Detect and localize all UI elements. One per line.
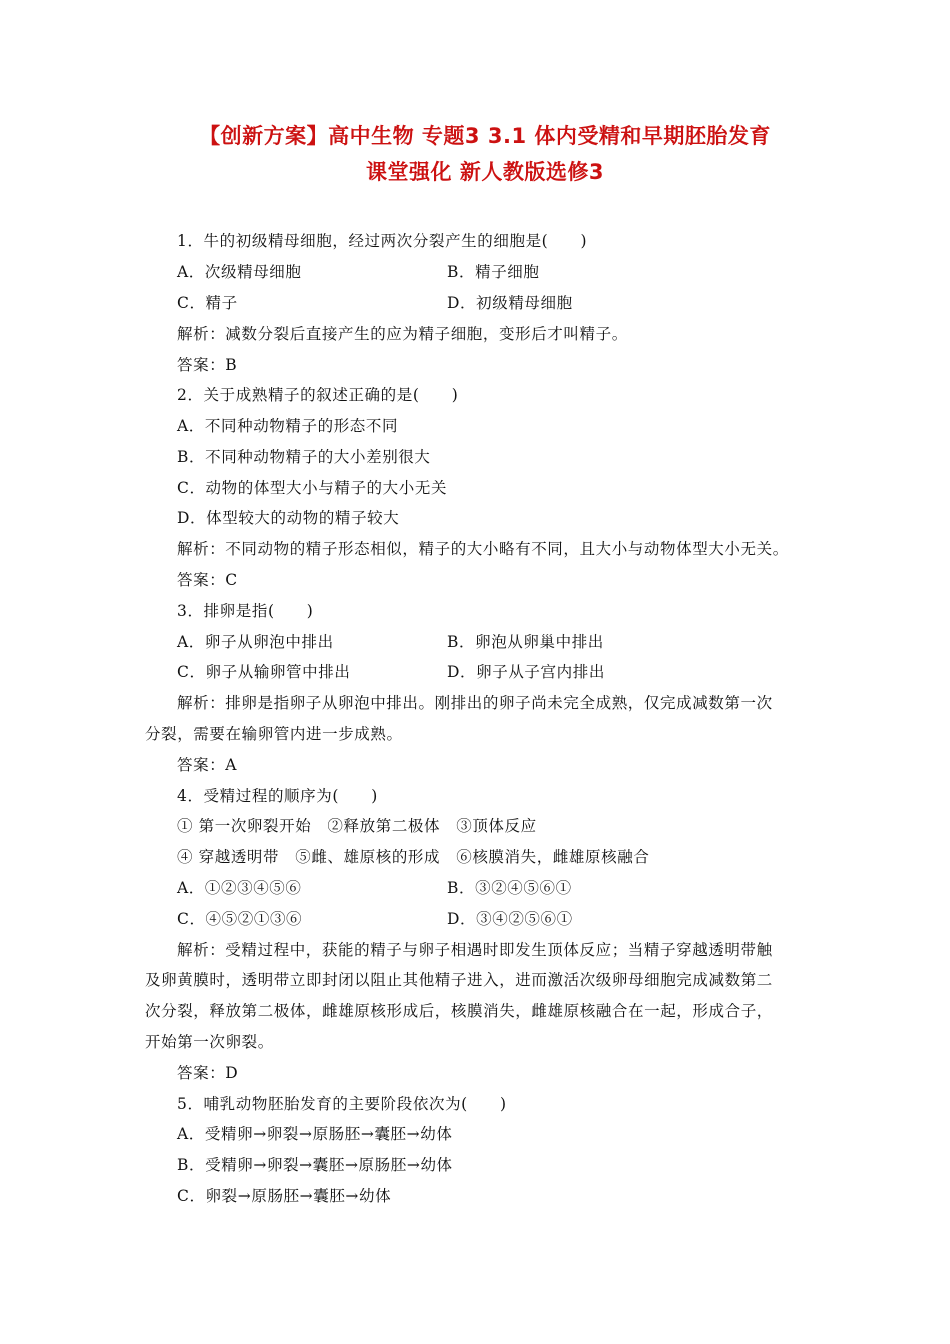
q2-option-c: C．动物的体型大小与精子的大小无关: [177, 479, 448, 497]
q2-analysis: 解析：不同动物的精子形态相似，精子的大小略有不同，且大小与动物体型大小无关。: [177, 540, 789, 558]
doc-title-line1: 【创新方案】高中生物 专题3 3.1 体内受精和早期胚胎发育: [199, 124, 771, 148]
q1-option-a: A．次级精母细胞: [177, 263, 302, 281]
q1-stem: 1．牛的初级精母细胞，经过两次分裂产生的细胞是( ): [177, 232, 588, 250]
q4-items-line2: ④ 穿越透明带 ⑤雌、雄原核的形成 ⑥核膜消失，雌雄原核融合: [177, 848, 650, 866]
q4-answer: 答案：D: [177, 1064, 239, 1082]
q3-analysis-line2: 分裂，需要在输卵管内进一步成熟。: [145, 725, 403, 743]
q4-analysis-line1: 解析：受精过程中，获能的精子与卵子相遇时即发生顶体反应；当精子穿越透明带触: [177, 941, 773, 959]
q3-option-b: B．卵泡从卵巢中排出: [447, 633, 604, 651]
q2-stem: 2．关于成熟精子的叙述正确的是( ): [177, 386, 459, 404]
q1-analysis: 解析：减数分裂后直接产生的应为精子细胞，变形后才叫精子。: [177, 325, 628, 343]
q2-option-d: D．体型较大的动物的精子较大: [177, 509, 400, 527]
q1-answer: 答案：B: [177, 356, 238, 374]
doc-title-line2: 课堂强化 新人教版选修3: [366, 160, 604, 184]
q4-option-b: B．③②④⑤⑥①: [447, 879, 572, 897]
q3-option-d: D．卵子从子宫内排出: [447, 663, 605, 681]
q5-stem: 5．哺乳动物胚胎发育的主要阶段依次为( ): [177, 1095, 507, 1113]
q4-stem: 4．受精过程的顺序为( ): [177, 787, 378, 805]
q1-option-d: D．初级精母细胞: [447, 294, 573, 312]
q5-option-c: C．卵裂→原肠胚→囊胚→幼体: [177, 1187, 392, 1205]
q4-items-line1: ① 第一次卵裂开始 ②释放第二极体 ③顶体反应: [177, 817, 537, 835]
q3-option-a: A．卵子从卵泡中排出: [177, 633, 334, 651]
q4-analysis-line3: 次分裂，释放第二极体，雌雄原核形成后，核膜消失，雌雄原核融合在一起，形成合子，: [145, 1002, 773, 1020]
q4-analysis-line2: 及卵黄膜时，透明带立即封闭以阻止其他精子进入，进而激活次级卵母细胞完成减数第二: [145, 971, 773, 989]
q5-option-a: A．受精卵→卵裂→原肠胚→囊胚→幼体: [177, 1125, 453, 1143]
q2-option-a: A．不同种动物精子的形态不同: [177, 417, 399, 435]
q3-answer: 答案：A: [177, 756, 238, 774]
q4-option-a: A．①②③④⑤⑥: [177, 879, 302, 897]
q2-option-b: B．不同种动物精子的大小差别很大: [177, 448, 431, 466]
q3-option-c: C．卵子从输卵管中排出: [177, 663, 351, 681]
q5-option-b: B．受精卵→卵裂→囊胚→原肠胚→幼体: [177, 1156, 453, 1174]
q1-option-c: C．精子: [177, 294, 238, 312]
q1-option-b: B．精子细胞: [447, 263, 540, 281]
q4-option-d: D．③④②⑤⑥①: [447, 910, 573, 928]
q3-stem: 3．排卵是指( ): [177, 602, 314, 620]
q4-analysis-line4: 开始第一次卵裂。: [145, 1033, 274, 1051]
q2-answer: 答案：C: [177, 571, 238, 589]
q3-analysis-line1: 解析：排卵是指卵子从卵泡中排出。刚排出的卵子尚未完全成熟，仅完成减数第一次: [177, 694, 773, 712]
q4-option-c: C．④⑤②①③⑥: [177, 910, 303, 928]
